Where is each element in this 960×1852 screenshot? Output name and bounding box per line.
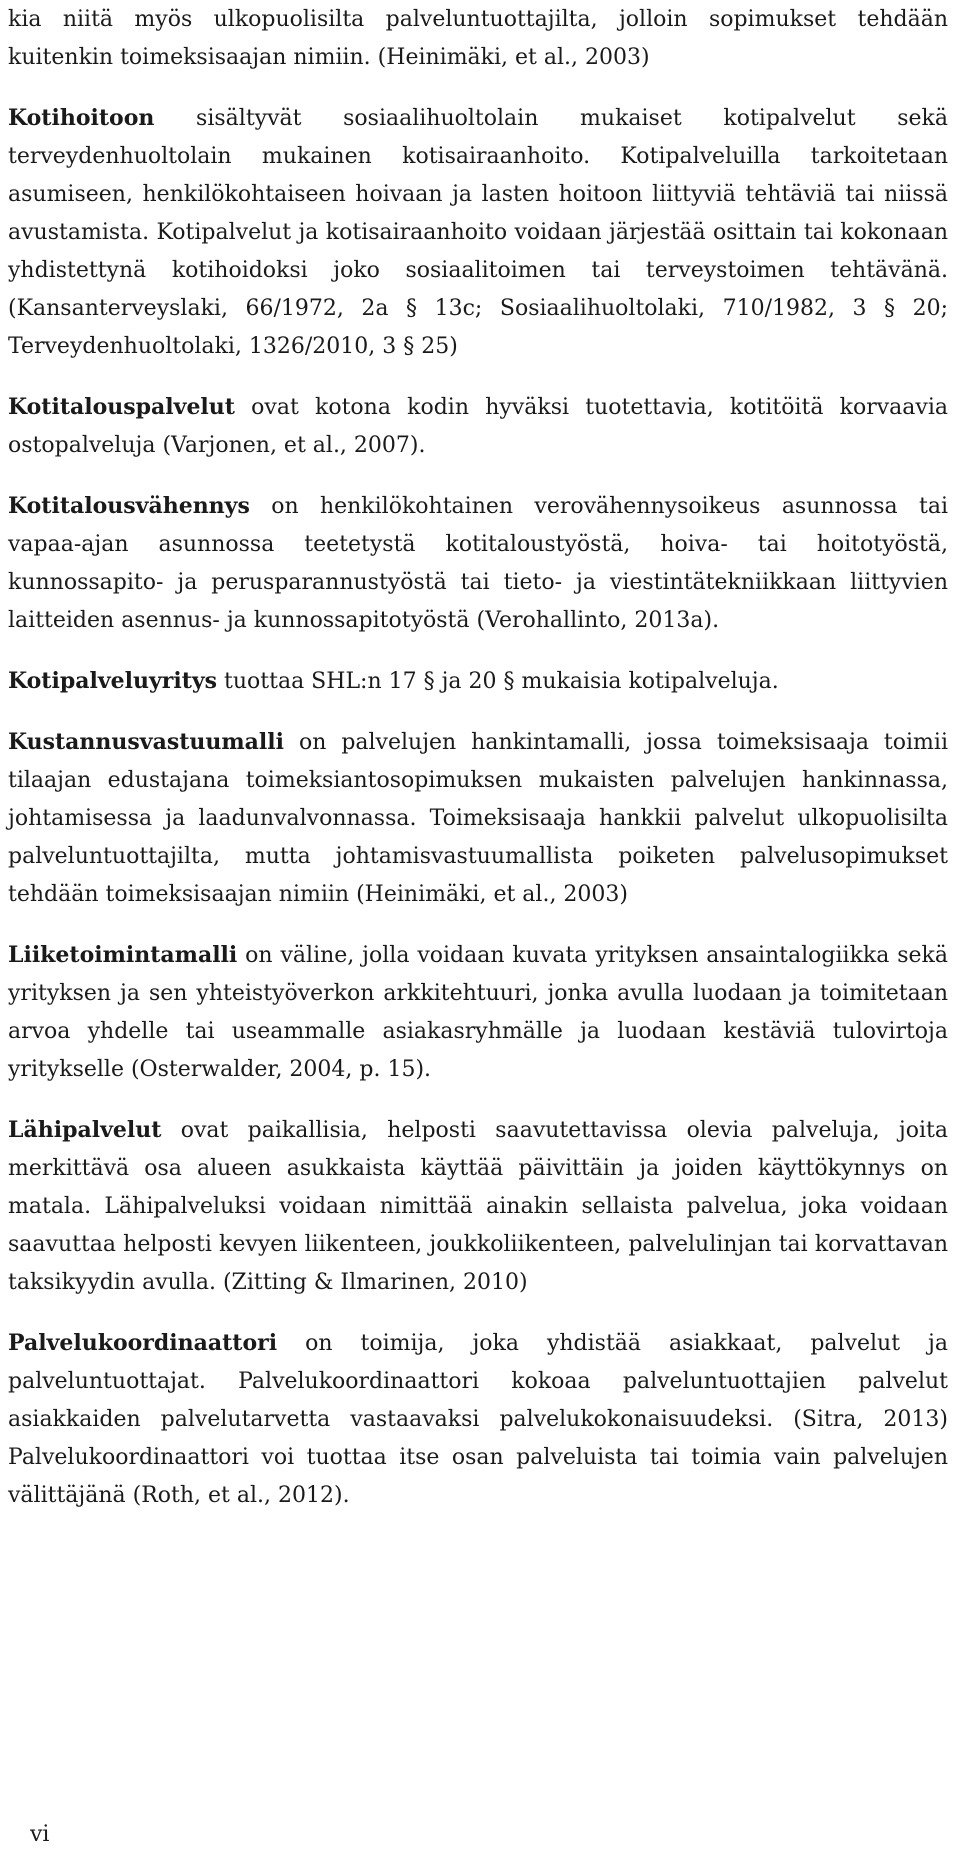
paragraph-text: on väline, jolla voidaan kuvata yrityksen ansaintalogiikka sekä yrityksen ja sen yhteistyöverkon arkkitehtuuri, jonka avulla luodaan ja toimitetaan arvoa yhdelle tai useammalle asiakasryhmälle ja luodaan kestäviä tulovirtoja yritykselle (Osterwalder, 2004, p. 15). [8,943,948,1082]
paragraph-text: kia niitä myös ulkopuolisilta palveluntuottajilta, jolloin sopimukset tehdään kuitenkin toimeksisaajan nimiin. (Heinimäki, et al., 2003) [8,7,948,70]
paragraph-text: on toimija, joka yhdistää asiakkaat, palvelut ja palveluntuottajat. Palvelukoordinaattori kokoaa palveluntuottajien palvelut asiakkaiden palvelutarvetta vastaavaksi palvelukokonaisuudeksi. (Sitra, 2013) Palvelukoordinaattori voi tuottaa itse osan palveluista tai toimia vain palvelujen välittäjänä (Roth, et al., 2012). [8,1331,948,1508]
paragraph-text: tuottaa SHL:n 17 § ja 20 § mukaisia kotipalveluja. [217,669,779,694]
paragraph-term: Lähipalvelut [8,1117,162,1143]
paragraph-term: Palvelukoordinaattori [8,1330,278,1356]
paragraph-kotitalousvahennys [8,487,948,640]
paragraph-term: Kotitalouspalvelut [8,394,235,420]
paragraph-kustannusvastuumalli [8,723,948,914]
paragraph-text: on henkilökohtainen verovähennysoikeus asunnossa tai vapaa-ajan asunnossa teetetystä kotitaloustyöstä, hoiva- tai hoitotyöstä, kunnossapito- ja perusparannustyöstä tai tieto- ja viestintätekniikkaan liittyvien laitteiden asennus- ja kunnossapitotyöstä (Verohallinto, 2013a). [8,494,948,633]
paragraph-palvelukoordinaattori [8,1324,948,1515]
paragraph-text: ovat kotona kodin hyväksi tuotettavia, kotitöitä korvaavia ostopalveluja (Varjonen, et al., 2007). [8,395,948,458]
paragraph-term: Kotipalveluyritys [8,668,218,694]
page-number: vi [30,1822,50,1847]
paragraph-kotitalouspalvelut [8,388,948,465]
paragraph-liiketoimintamalli [8,936,948,1089]
paragraph-term: Kotitalousvähennys [8,493,250,519]
paragraph-term: Kustannusvastuumalli [8,729,284,755]
paragraph-text: on palvelujen hankintamalli, jossa toimeksisaaja toimii tilaajan edustajana toimeksiantosopimuksen mukaisten palvelujen hankinnassa, johtamisessa ja laadunvalvonnassa. Toimeksisaaja hankkii palvelut ulkopuolisilta palveluntuottajilta, mutta johtamisvastuumallista poiketen palvelusopimukset tehdään toimeksisaajan nimiin (Heinimäki, et al., 2003) [8,730,948,907]
document-page [8,0,948,1537]
paragraph-kotipalveluyritys [8,662,948,701]
paragraph-lahipalvelut [8,1111,948,1302]
paragraph-text: ovat paikallisia, helposti saavutettavissa olevia palveluja, joita merkittävä osa alueen asukkaista käyttää päivittäin ja joiden käyttökynnys on matala. Lähipalveluksi voidaan nimittää ainakin sellaista palvelua, joka voidaan saavuttaa helposti kevyen liikenteen, joukkoliikenteen, palvelulinjan tai korvattavan taksikyydin avulla. (Zitting & Ilmarinen, 2010) [8,1118,948,1295]
paragraph-text: sisältyvät sosiaalihuoltolain mukaiset kotipalvelut sekä terveydenhuoltolain mukainen kotisairaanhoito. Kotipalveluilla tarkoitetaan asumiseen, henkilökohtaiseen hoivaan ja lasten hoitoon liittyviä tehtäviä tai niissä avustamista. Kotipalvelut ja kotisairaanhoito voidaan järjestää osittain tai kokonaan yhdistettynä kotihoidoksi joko sosiaalitoimen tai terveystoimen tehtävänä. (Kansanterveyslaki, 66/1972, 2a § 13c; Sosiaalihuoltolaki, 710/1982, 3 § 20; Terveydenhuoltolaki, 1326/2010, 3 § 25) [8,106,948,359]
paragraph-kotihoito [8,99,948,366]
paragraph-term: Kotihoitoon [8,105,155,131]
paragraph-term: Liiketoimintamalli [8,942,238,968]
paragraph-continuation [8,0,948,77]
